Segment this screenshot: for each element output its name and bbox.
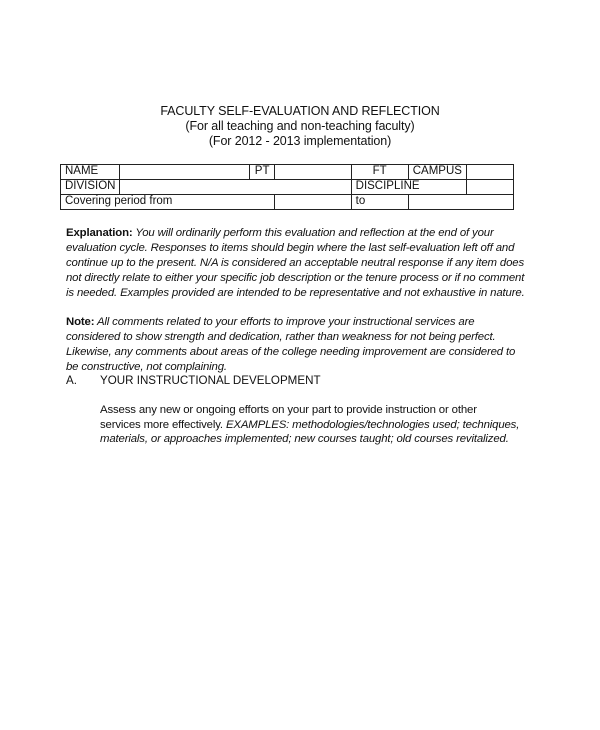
section-a-heading bbox=[66, 374, 321, 388]
division-field[interactable] bbox=[120, 180, 351, 195]
explanation-paragraph bbox=[66, 226, 526, 301]
discipline-field[interactable] bbox=[466, 180, 513, 195]
section-a-letter: A. bbox=[66, 374, 77, 387]
section-a-instructions: Assess any new or ongoing efforts on your part to provide instruction or other services more effectively. bbox=[100, 404, 477, 431]
note-paragraph bbox=[66, 315, 526, 375]
document-subtitle-year: (For 2012 - 2013 implementation) bbox=[208, 134, 392, 148]
section-a-examples: EXAMPLES: methodologies/technologies used; techniques, materials, or approaches implemented; new courses taught; old courses revitalized. bbox=[100, 418, 520, 445]
ft-label: FT bbox=[351, 165, 408, 180]
pt-label: PT bbox=[250, 165, 275, 180]
pt-field[interactable] bbox=[275, 165, 352, 180]
division-label: DIVISION bbox=[61, 180, 120, 195]
explanation-text: You will ordinarily perform this evaluation and reflection at the end of your evaluation cycle. Responses to items should begin where the last self-evaluation left off and continue up to the present. N/A is considered an acceptable neutral response if any item does not directly relate to either your specific job description or the tenure process or if no comment is needed. Examples provided are intended to be representative and not exhaustive in nature. bbox=[66, 227, 525, 299]
campus-label: CAMPUS bbox=[408, 165, 466, 180]
document-title: FACULTY SELF-EVALUATION AND REFLECTION bbox=[160, 104, 440, 118]
faculty-info-table bbox=[60, 164, 514, 210]
period-to-field[interactable] bbox=[408, 195, 513, 210]
table-row bbox=[61, 180, 514, 195]
note-text: l comments related to your efforts to improve your instructional services are considered to show strength and dedication, rather than weakness for not being perfect. Likewise, any comments about areas of the college needing improvement are considered to be constructive, not complaining. bbox=[66, 316, 516, 373]
name-field[interactable] bbox=[120, 165, 250, 180]
explanation-label: Explanation: bbox=[66, 227, 133, 239]
document-subtitle-audience: (For all teaching and non-teaching faculty) bbox=[185, 119, 415, 133]
section-a-title: YOUR INSTRUCTIONAL DEVELOPMENT bbox=[100, 374, 321, 387]
section-a-body bbox=[100, 403, 520, 447]
document-header bbox=[0, 104, 600, 149]
name-label: NAME bbox=[61, 165, 120, 180]
period-from-field[interactable] bbox=[275, 195, 352, 210]
campus-field[interactable] bbox=[466, 165, 513, 180]
note-label: Note: bbox=[66, 316, 95, 328]
table-row bbox=[61, 165, 514, 180]
note-lead: Al bbox=[94, 316, 107, 328]
period-to-label: to bbox=[351, 195, 408, 210]
period-label: Covering period from bbox=[61, 195, 275, 210]
discipline-label: DISCIPLINE bbox=[351, 180, 466, 195]
table-row bbox=[61, 195, 514, 210]
